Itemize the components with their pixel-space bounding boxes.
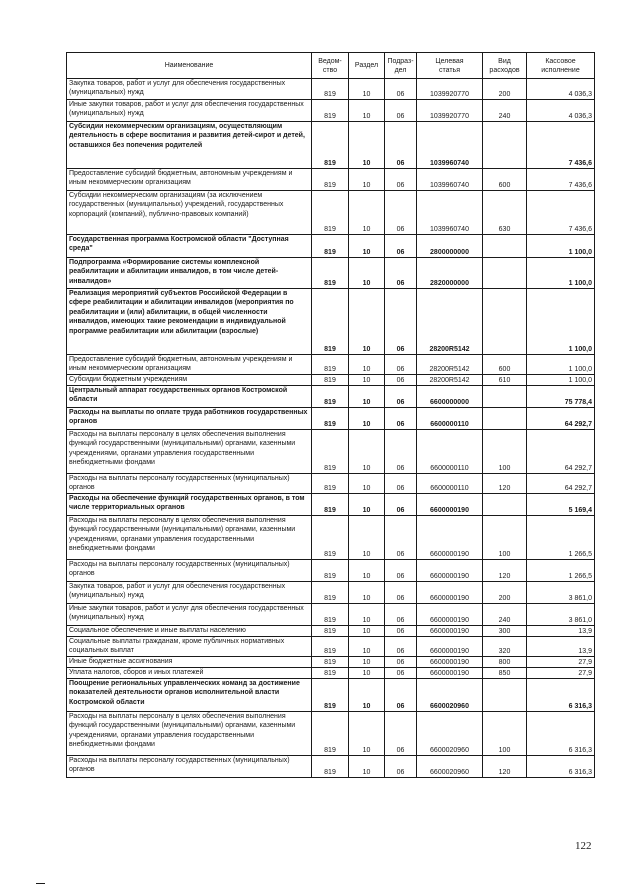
cell-amount: 1 266,5 — [527, 516, 595, 560]
cell-dept: 819 — [312, 626, 349, 637]
cell-target: 1039960740 — [417, 169, 483, 191]
cell-section: 10 — [349, 169, 385, 191]
cell-amount: 1 266,5 — [527, 560, 595, 582]
cell-subsection: 06 — [385, 582, 417, 604]
cell-section: 10 — [349, 191, 385, 235]
cell-type: 300 — [483, 626, 527, 637]
cell-section: 10 — [349, 494, 385, 516]
cell-type: 200 — [483, 582, 527, 604]
cell-type: 120 — [483, 756, 527, 778]
cell-target: 1039920770 — [417, 79, 483, 100]
cell-subsection: 06 — [385, 430, 417, 474]
cell-amount: 1 100,0 — [527, 375, 595, 386]
cell-target: 6600000110 — [417, 408, 483, 430]
cell-target: 1039920770 — [417, 100, 483, 122]
cell-amount: 64 292,7 — [527, 430, 595, 474]
cell-amount: 6 316,3 — [527, 712, 595, 756]
cell-dept: 819 — [312, 258, 349, 289]
cell-name: Социальные выплаты гражданам, кроме публичных нормативных социальных выплат — [67, 637, 312, 657]
cell-type — [483, 122, 527, 169]
cell-subsection: 06 — [385, 560, 417, 582]
cell-name: Расходы на выплаты персоналу в целях обеспечения выполнения функций государственными (муниципальными) органами, казенными учреждениями, органами управления государственными внебюджетными фондами — [67, 430, 312, 474]
cell-amount: 27,9 — [527, 657, 595, 668]
table-row — [67, 560, 595, 582]
cell-name: Предоставление субсидий бюджетным, автономным учреждениям и иным некоммерческим организациям — [67, 355, 312, 375]
table-header-row — [67, 53, 595, 79]
table-row — [67, 386, 595, 408]
table-row — [67, 408, 595, 430]
cell-name: Расходы на выплаты персоналу в целях обеспечения выполнения функций государственными (муниципальными) органами, казенными учреждениями, органами управления государственными внебюджетными фондами — [67, 516, 312, 560]
cell-subsection: 06 — [385, 258, 417, 289]
cell-type — [483, 386, 527, 408]
cell-target: 6600000190 — [417, 668, 483, 679]
cell-name: Расходы на выплаты персоналу государственных (муниципальных) органов — [67, 474, 312, 494]
cell-name: Социальное обеспечение и иные выплаты населению — [67, 626, 312, 637]
cell-type: 240 — [483, 604, 527, 626]
cell-amount: 75 778,4 — [527, 386, 595, 408]
cell-name: Предоставление субсидий бюджетным, автономным учреждениям и иным некоммерческим организациям — [67, 169, 312, 191]
cell-target: 6600000190 — [417, 582, 483, 604]
cell-dept: 819 — [312, 516, 349, 560]
cell-target: 28200R5142 — [417, 289, 483, 355]
cell-type: 120 — [483, 560, 527, 582]
cell-section: 10 — [349, 430, 385, 474]
cell-type — [483, 494, 527, 516]
cell-type: 850 — [483, 668, 527, 679]
cell-dept: 819 — [312, 604, 349, 626]
cell-type: 240 — [483, 100, 527, 122]
table-row — [67, 430, 595, 474]
cell-name: Иные закупки товаров, работ и услуг для обеспечения государственных (муниципальных) нужд — [67, 100, 312, 122]
cell-subsection: 06 — [385, 474, 417, 494]
cell-name: Реализация мероприятий субъектов Российской Федерации в сфере реабилитации и абилитации инвалидов (мероприятия по реабилитации и (или) абилитации, в общей численности инвалидов, имеющих такие рекомендации в индивидуальной программе реабилитации или абилитации (взрослые) — [67, 289, 312, 355]
header-subsection: Подраз- дел — [385, 53, 417, 79]
cell-amount: 64 292,7 — [527, 474, 595, 494]
cell-subsection: 06 — [385, 235, 417, 258]
header-amount: Кассовое исполнение — [527, 53, 595, 79]
cell-type: 100 — [483, 516, 527, 560]
table-row — [67, 756, 595, 778]
cell-dept: 819 — [312, 668, 349, 679]
table-row — [67, 712, 595, 756]
cell-amount: 1 100,0 — [527, 289, 595, 355]
cell-name: Закупка товаров, работ и услуг для обеспечения государственных (муниципальных) нужд — [67, 582, 312, 604]
table-row — [67, 626, 595, 637]
header-target: Целевая статья — [417, 53, 483, 79]
cell-type: 200 — [483, 79, 527, 100]
cell-name: Иные бюджетные ассигнования — [67, 657, 312, 668]
cell-target: 6600000190 — [417, 626, 483, 637]
cell-target: 2820000000 — [417, 258, 483, 289]
cell-dept: 819 — [312, 122, 349, 169]
cell-target: 6600000190 — [417, 657, 483, 668]
cell-dept: 819 — [312, 386, 349, 408]
cell-dept: 819 — [312, 494, 349, 516]
cell-section: 10 — [349, 79, 385, 100]
cell-dept: 819 — [312, 712, 349, 756]
cell-subsection: 06 — [385, 122, 417, 169]
cell-amount: 1 100,0 — [527, 235, 595, 258]
table-row — [67, 122, 595, 169]
cell-section: 10 — [349, 375, 385, 386]
cell-target: 2800000000 — [417, 235, 483, 258]
cell-type — [483, 235, 527, 258]
cell-section: 10 — [349, 289, 385, 355]
table-row — [67, 637, 595, 657]
cell-name: Уплата налогов, сборов и иных платежей — [67, 668, 312, 679]
cell-subsection: 06 — [385, 355, 417, 375]
cell-dept: 819 — [312, 355, 349, 375]
table-row — [67, 494, 595, 516]
cell-subsection: 06 — [385, 679, 417, 712]
cell-type: 100 — [483, 430, 527, 474]
table-row — [67, 375, 595, 386]
table-row — [67, 258, 595, 289]
cell-dept: 819 — [312, 408, 349, 430]
cell-dept: 819 — [312, 191, 349, 235]
cell-amount: 64 292,7 — [527, 408, 595, 430]
cell-target: 6600020960 — [417, 712, 483, 756]
cell-section: 10 — [349, 474, 385, 494]
cell-type — [483, 289, 527, 355]
header-name: Наименование — [67, 53, 312, 79]
cell-subsection: 06 — [385, 604, 417, 626]
cell-section: 10 — [349, 386, 385, 408]
cell-amount: 1 100,0 — [527, 355, 595, 375]
cell-subsection: 06 — [385, 79, 417, 100]
cell-target: 28200R5142 — [417, 355, 483, 375]
cell-section: 10 — [349, 712, 385, 756]
cell-subsection: 06 — [385, 169, 417, 191]
table-row — [67, 668, 595, 679]
cell-dept: 819 — [312, 100, 349, 122]
cell-name: Субсидии некоммерческим организациям, осуществляющим деятельность в сфере воспитания и развития детей-сирот и детей, оставшихся без попечения родителей — [67, 122, 312, 169]
cell-name: Расходы на обеспечение функций государственных органов, в том числе территориальных органов — [67, 494, 312, 516]
cell-amount: 3 861,0 — [527, 582, 595, 604]
cell-target: 6600020960 — [417, 679, 483, 712]
cell-section: 10 — [349, 122, 385, 169]
cell-type: 100 — [483, 712, 527, 756]
cell-amount: 1 100,0 — [527, 258, 595, 289]
cell-type — [483, 408, 527, 430]
table-row — [67, 657, 595, 668]
cell-amount: 4 036,3 — [527, 79, 595, 100]
cell-dept: 819 — [312, 79, 349, 100]
cell-section: 10 — [349, 516, 385, 560]
cell-amount: 3 861,0 — [527, 604, 595, 626]
header-section: Раздел — [349, 53, 385, 79]
cell-subsection: 06 — [385, 712, 417, 756]
table-row — [67, 289, 595, 355]
cell-target: 6600000190 — [417, 516, 483, 560]
cell-subsection: 06 — [385, 375, 417, 386]
cell-dept: 819 — [312, 375, 349, 386]
cell-type: 610 — [483, 375, 527, 386]
cell-section: 10 — [349, 235, 385, 258]
cell-name: Иные закупки товаров, работ и услуг для обеспечения государственных (муниципальных) нужд — [67, 604, 312, 626]
cell-section: 10 — [349, 679, 385, 712]
cell-target: 6600000110 — [417, 474, 483, 494]
cell-dept: 819 — [312, 637, 349, 657]
cell-target: 6600000190 — [417, 560, 483, 582]
cell-type: 630 — [483, 191, 527, 235]
cell-subsection: 06 — [385, 408, 417, 430]
cell-amount: 27,9 — [527, 668, 595, 679]
cell-subsection: 06 — [385, 657, 417, 668]
cell-target: 6600000000 — [417, 386, 483, 408]
cell-target: 6600020960 — [417, 756, 483, 778]
cell-dept: 819 — [312, 474, 349, 494]
cell-target: 6600000190 — [417, 494, 483, 516]
cell-subsection: 06 — [385, 289, 417, 355]
cell-subsection: 06 — [385, 386, 417, 408]
cell-section: 10 — [349, 604, 385, 626]
cell-type: 800 — [483, 657, 527, 668]
cell-type — [483, 679, 527, 712]
cell-section: 10 — [349, 355, 385, 375]
cell-amount: 6 316,3 — [527, 756, 595, 778]
cell-dept: 819 — [312, 582, 349, 604]
cell-section: 10 — [349, 258, 385, 289]
cell-dept: 819 — [312, 657, 349, 668]
table-row — [67, 191, 595, 235]
page-number: 122 — [575, 840, 592, 852]
cell-dept: 819 — [312, 756, 349, 778]
cell-amount: 7 436,6 — [527, 169, 595, 191]
cell-section: 10 — [349, 756, 385, 778]
cell-amount: 5 169,4 — [527, 494, 595, 516]
cell-subsection: 06 — [385, 668, 417, 679]
cell-section: 10 — [349, 657, 385, 668]
cell-name: Государственная программа Костромской области "Доступная среда" — [67, 235, 312, 258]
cell-type: 320 — [483, 637, 527, 657]
cell-name: Центральный аппарат государственных органов Костромской области — [67, 386, 312, 408]
cell-subsection: 06 — [385, 626, 417, 637]
table-row — [67, 79, 595, 100]
cell-target: 6600000190 — [417, 604, 483, 626]
corner-mark — [36, 883, 45, 884]
cell-target: 28200R5142 — [417, 375, 483, 386]
cell-target: 6600000110 — [417, 430, 483, 474]
cell-name: Поощрение региональных управленческих команд за достижение показателей деятельности органов исполнительной власти Костромской области — [67, 679, 312, 712]
cell-amount: 13,9 — [527, 626, 595, 637]
table-row — [67, 355, 595, 375]
cell-name: Субсидии некоммерческим организациям (за исключением государственных (муниципальных) учреждений, государственных корпораций (компаний), публично-правовых компаний) — [67, 191, 312, 235]
cell-section: 10 — [349, 637, 385, 657]
cell-amount: 4 036,3 — [527, 100, 595, 122]
cell-amount: 13,9 — [527, 637, 595, 657]
cell-name: Расходы на выплаты персоналу государственных (муниципальных) органов — [67, 560, 312, 582]
cell-section: 10 — [349, 100, 385, 122]
table-row — [67, 516, 595, 560]
table-row — [67, 474, 595, 494]
cell-target: 6600000190 — [417, 637, 483, 657]
cell-amount: 6 316,3 — [527, 679, 595, 712]
budget-table — [66, 52, 595, 778]
cell-section: 10 — [349, 668, 385, 679]
cell-dept: 819 — [312, 169, 349, 191]
header-dept: Ведом- ство — [312, 53, 349, 79]
cell-type: 600 — [483, 169, 527, 191]
cell-dept: 819 — [312, 289, 349, 355]
cell-dept: 819 — [312, 430, 349, 474]
cell-section: 10 — [349, 582, 385, 604]
cell-name: Подпрограмма «Формирование системы комплексной реабилитации и абилитации инвалидов, в том числе детей-инвалидов» — [67, 258, 312, 289]
cell-dept: 819 — [312, 235, 349, 258]
cell-name: Закупка товаров, работ и услуг для обеспечения государственных (муниципальных) нужд — [67, 79, 312, 100]
cell-type: 600 — [483, 355, 527, 375]
table-row — [67, 604, 595, 626]
table-row — [67, 582, 595, 604]
cell-type: 120 — [483, 474, 527, 494]
table-row — [67, 679, 595, 712]
cell-section: 10 — [349, 626, 385, 637]
cell-amount: 7 436,6 — [527, 122, 595, 169]
table-row — [67, 235, 595, 258]
cell-target: 1039960740 — [417, 191, 483, 235]
cell-name: Расходы на выплаты по оплате труда работников государственных органов — [67, 408, 312, 430]
cell-type — [483, 258, 527, 289]
cell-subsection: 06 — [385, 516, 417, 560]
cell-name: Расходы на выплаты персоналу государственных (муниципальных) органов — [67, 756, 312, 778]
cell-subsection: 06 — [385, 494, 417, 516]
cell-section: 10 — [349, 408, 385, 430]
cell-subsection: 06 — [385, 100, 417, 122]
header-type: Вид расходов — [483, 53, 527, 79]
table-row — [67, 100, 595, 122]
cell-name: Расходы на выплаты персоналу в целях обеспечения выполнения функций государственными (муниципальными) органами, казенными учреждениями, органами управления государственными внебюджетными фондами — [67, 712, 312, 756]
table-row — [67, 169, 595, 191]
cell-target: 1039960740 — [417, 122, 483, 169]
cell-subsection: 06 — [385, 756, 417, 778]
cell-amount: 7 436,6 — [527, 191, 595, 235]
cell-subsection: 06 — [385, 191, 417, 235]
cell-dept: 819 — [312, 679, 349, 712]
cell-dept: 819 — [312, 560, 349, 582]
cell-name: Субсидии бюджетным учреждениям — [67, 375, 312, 386]
cell-subsection: 06 — [385, 637, 417, 657]
cell-section: 10 — [349, 560, 385, 582]
